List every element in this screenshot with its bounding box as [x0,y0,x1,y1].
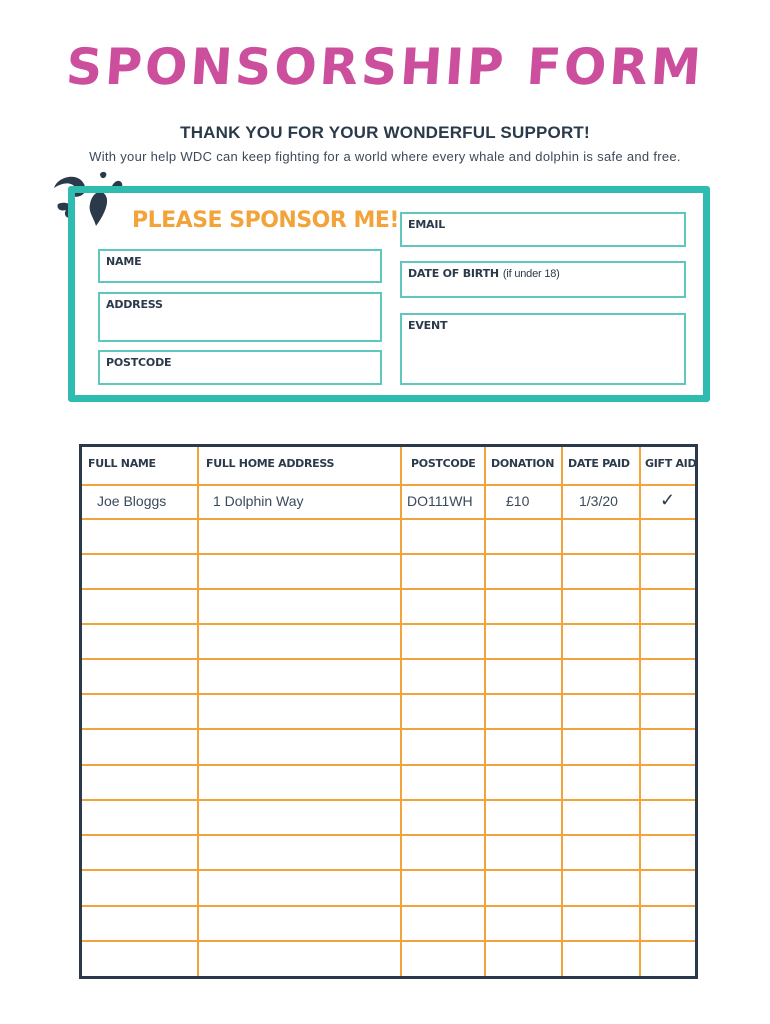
column-divider [197,447,199,976]
row-divider [82,869,695,871]
row-divider [82,728,695,730]
sponsor-table [79,444,698,979]
date-of-birth-field[interactable] [400,261,686,298]
column-divider [484,447,486,976]
column-header-gift-aid: GIFT AID [645,457,697,470]
row-divider [82,588,695,590]
date-of-birth-label [408,267,560,280]
column-header-donation: DONATION [491,457,555,470]
cell-full-home-address[interactable]: 1 Dolphin Way [213,493,304,509]
row-divider [82,834,695,836]
row-divider [82,518,695,520]
column-divider [400,447,402,976]
row-divider [82,553,695,555]
postcode-field[interactable] [98,350,382,385]
form-title: SPONSORSHIP FORM [64,38,706,96]
name-label: NAME [106,255,142,268]
address-label: ADDRESS [106,298,163,311]
column-header-date-paid: DATE PAID [568,457,630,470]
table-header-divider [82,484,695,486]
date-of-birth-note: (if under 18) [502,268,560,280]
email-label: EMAIL [408,218,446,231]
name-field[interactable] [98,249,382,283]
row-divider [82,623,695,625]
date-of-birth-label-text: DATE OF BIRTH [408,267,499,280]
thank-you-subtitle: THANK YOU FOR YOUR WONDERFUL SUPPORT! [180,123,590,142]
email-field[interactable] [400,212,686,247]
row-divider [82,764,695,766]
sponsor-heading: PLEASE SPONSOR ME! [132,208,399,233]
column-header-full-name: FULL NAME [88,457,156,470]
column-header-postcode: POSTCODE [411,457,476,470]
row-divider [82,905,695,907]
column-header-full-home-address: FULL HOME ADDRESS [206,457,335,470]
address-field[interactable] [98,292,382,342]
column-divider [561,447,563,976]
intro-text: With your help WDC can keep fighting for a world where every whale and dolphin is safe and free. [89,149,681,164]
row-divider [82,658,695,660]
cell-full-name[interactable]: Joe Bloggs [97,493,167,509]
cell-date-paid[interactable]: 1/3/20 [579,493,618,509]
cell-postcode[interactable]: DO111WH [407,493,473,509]
row-divider [82,693,695,695]
event-field[interactable] [400,313,686,385]
row-divider [82,799,695,801]
cell-donation[interactable]: £10 [506,493,530,509]
gift-aid-check-icon[interactable]: ✓ [660,490,676,510]
column-divider [639,447,641,976]
row-divider [82,940,695,942]
event-label: EVENT [408,319,448,332]
postcode-label: POSTCODE [106,356,172,369]
